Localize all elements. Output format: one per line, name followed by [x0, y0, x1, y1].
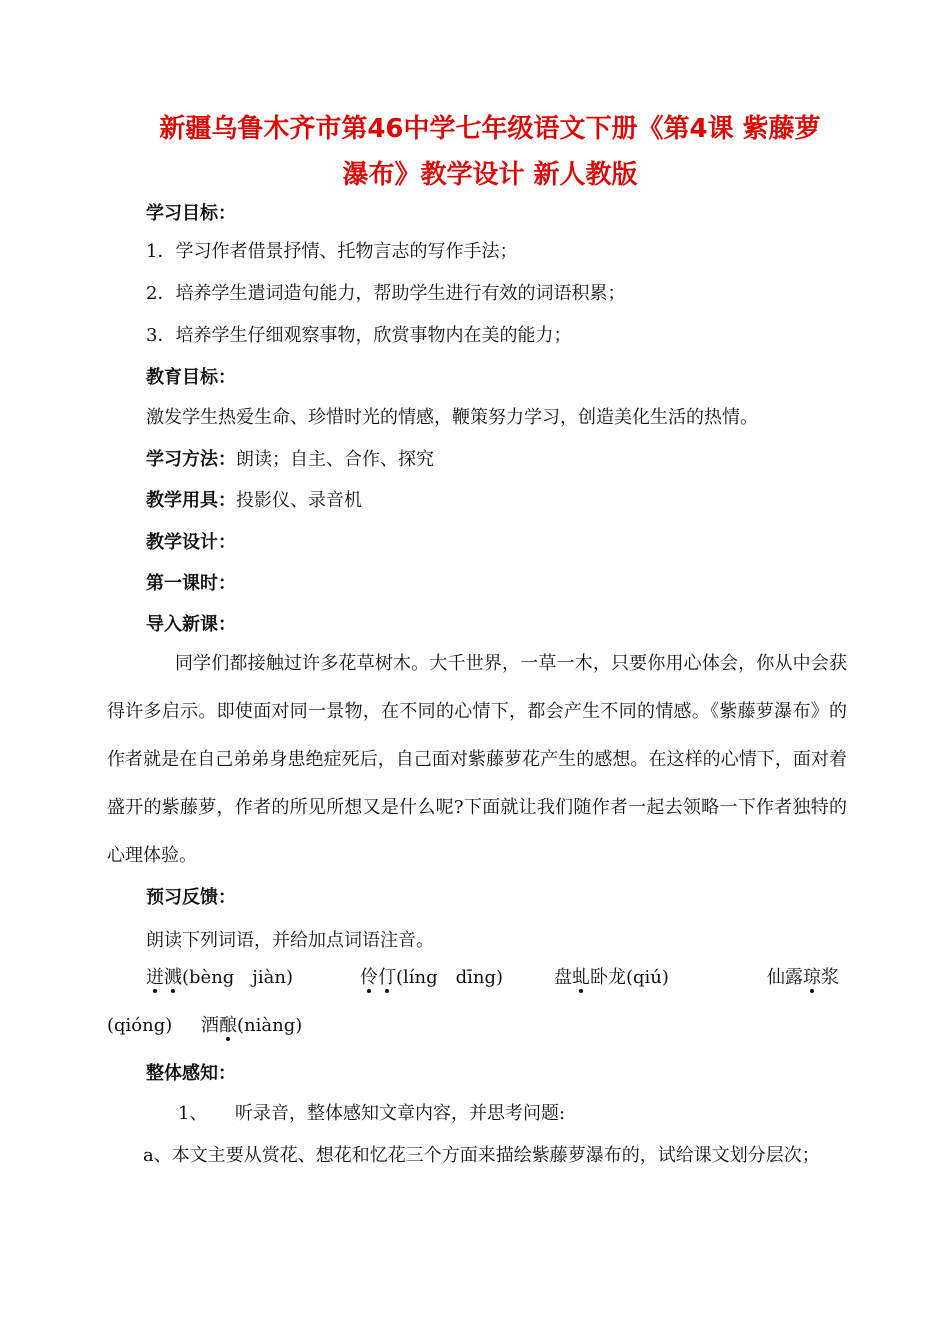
- lesson-heading: 第一课时：: [146, 573, 236, 594]
- dotted-char: 溅: [164, 967, 182, 988]
- intro-paragraph: 同学们都接触过许多花草树木。大千世界，一草一木，只要你用心体会，你从中会获得许多启示。即使面对同一景物，在不同的心情下，都会产生不同的情感。《紫藤萝瀑布》的作者就是在自己弟弟身患绝症死后，自己面对紫藤萝花产生的感想。在这样的心情下，面对着盛开的紫藤萝，作者的所见所想又是什么呢?下面就让我们随作者一起去领略一下作者独特的心理体验。: [107, 653, 847, 866]
- vocab-word: [360, 966, 503, 990]
- plain-char: 仙露: [767, 967, 803, 988]
- overall-question: a、本文主要从赏花、想花和忆花三个方面来描绘紫藤萝瀑布的，试给课文划分层次；: [143, 1145, 820, 1166]
- tools-value: 投影仪、录音机: [236, 490, 362, 511]
- vocab-word: [201, 1014, 302, 1038]
- dotted-char: 虬: [572, 967, 590, 988]
- overall-item-number: 1、: [178, 1103, 208, 1124]
- study-goals-heading: 学习目标：: [146, 203, 236, 224]
- title-line-2: 瀑布》教学设计 新人教版: [342, 160, 638, 190]
- tools-line: [146, 489, 362, 513]
- methods-value: 朗读；自主、合作、探究: [236, 449, 434, 470]
- pinyin: (niàng): [237, 1015, 303, 1036]
- vocab-word-part: [767, 966, 839, 990]
- design-heading: 教学设计：: [146, 532, 236, 553]
- intro-heading: 导入新课：: [146, 614, 236, 635]
- tools-label: 教学用具：: [146, 490, 236, 511]
- overall-item-text: 听录音，整体感知文章内容，并思考问题:: [235, 1103, 566, 1124]
- document-title: [130, 106, 850, 198]
- dotted-char: 伶: [360, 967, 378, 988]
- vocab-word: [554, 966, 669, 990]
- edu-goals-heading: 教育目标：: [146, 367, 236, 388]
- plain-char: 浆: [821, 967, 839, 988]
- study-goal-item: 1．学习作者借景抒情、托物言志的写作手法；: [146, 241, 518, 262]
- study-goal-item: 3．培养学生仔细观察事物，欣赏事物内在美的能力；: [146, 325, 572, 346]
- dotted-char: 琼: [803, 967, 821, 988]
- title-line-1: 新疆乌鲁木齐市第46中学七年级语文下册《第4课 紫藤萝: [159, 114, 821, 144]
- overall-heading: 整体感知：: [146, 1063, 236, 1084]
- plain-char: 卧龙: [590, 967, 626, 988]
- pinyin: (bèng jiàn): [182, 967, 293, 988]
- vocab-pinyin-cont: (qióng): [107, 1015, 173, 1036]
- dotted-char: 迸: [146, 967, 164, 988]
- study-goal-item: 2．培养学生遣词造句能力，帮助学生进行有效的词语积累；: [146, 283, 626, 304]
- pinyin: (qiú): [626, 967, 669, 988]
- preview-instruction: 朗读下列词语，并给加点词语注音。: [146, 930, 434, 951]
- plain-char: 酒: [201, 1015, 219, 1036]
- methods-label: 学习方法：: [146, 449, 236, 470]
- vocab-word: [146, 966, 293, 990]
- edu-goals-text: 激发学生热爱生命、珍惜时光的情感，鞭策努力学习，创造美化生活的热情。: [146, 407, 758, 428]
- dotted-char: 仃: [378, 967, 396, 988]
- methods-line: [146, 448, 434, 472]
- pinyin: (líng dīng): [396, 967, 504, 988]
- plain-char: 盘: [554, 967, 572, 988]
- dotted-char: 酿: [219, 1015, 237, 1036]
- preview-heading: 预习反馈：: [146, 887, 236, 908]
